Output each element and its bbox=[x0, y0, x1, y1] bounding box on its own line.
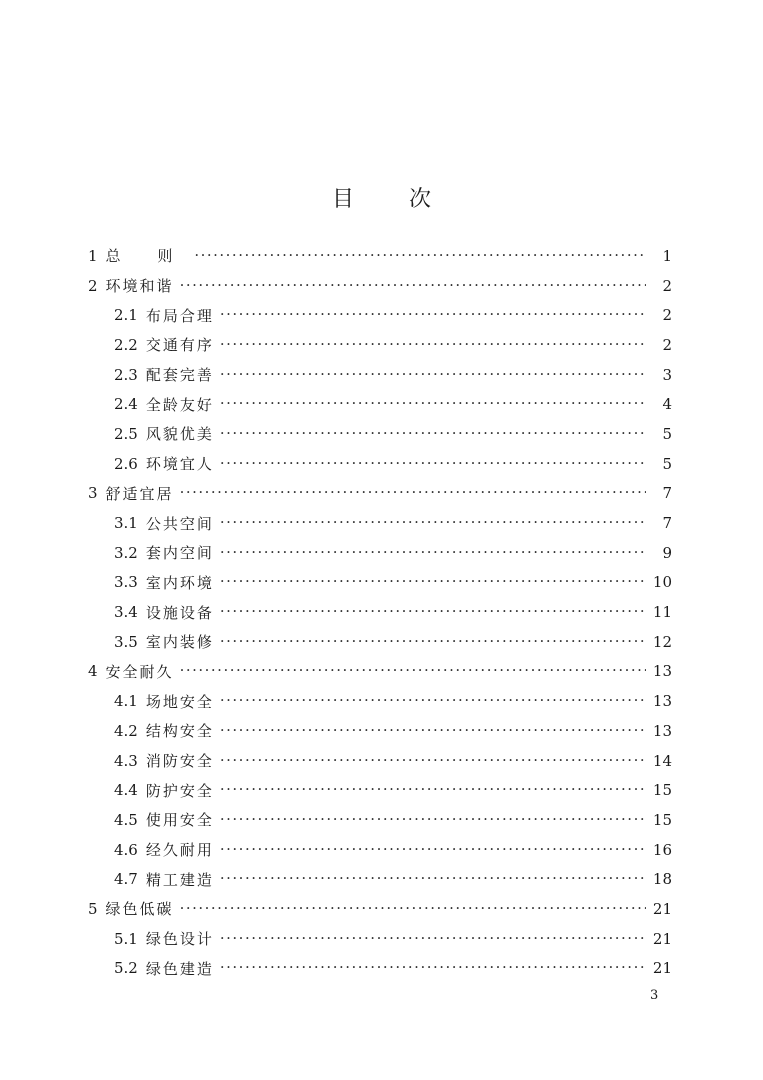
toc-entry-page: 7 bbox=[662, 484, 672, 503]
toc-entry-number: 4.5 bbox=[114, 810, 138, 829]
toc-leader-dots bbox=[220, 693, 646, 709]
toc-leader-dots bbox=[220, 515, 646, 531]
toc-leader-dots bbox=[180, 485, 646, 501]
toc-entry-number: 3.3 bbox=[114, 573, 138, 592]
toc-entry-page: 10 bbox=[652, 573, 672, 592]
toc-entry-number: 3.2 bbox=[114, 543, 138, 562]
toc-entry-title: 精工建造 bbox=[145, 870, 214, 889]
toc-entry-number: 2.6 bbox=[114, 454, 138, 473]
toc-entry-number: 5 bbox=[88, 899, 98, 918]
page-title: 目 次 bbox=[332, 187, 455, 212]
toc-leader-dots bbox=[220, 337, 646, 353]
toc-entry-page: 7 bbox=[662, 514, 672, 533]
toc-entry-number: 2.2 bbox=[114, 335, 138, 354]
toc-entry[interactable] bbox=[88, 479, 672, 509]
toc-entry-page: 21 bbox=[652, 899, 672, 918]
toc-entry-number: 4.3 bbox=[114, 751, 138, 770]
toc-leader-dots bbox=[180, 278, 646, 294]
toc-entry-title: 交通有序 bbox=[145, 336, 214, 355]
toc-entry-title: 绿色低碳 bbox=[105, 900, 174, 919]
toc-entry[interactable] bbox=[88, 271, 672, 301]
toc-entry[interactable] bbox=[88, 300, 672, 330]
toc-entry-title: 室内装修 bbox=[145, 633, 214, 652]
toc-leader-dots bbox=[220, 931, 646, 947]
toc-leader-dots bbox=[194, 248, 646, 264]
toc-entry[interactable] bbox=[88, 538, 672, 568]
toc-entry[interactable] bbox=[88, 449, 672, 479]
toc-entry-title: 绿色设计 bbox=[145, 930, 214, 949]
toc-entry-page: 5 bbox=[662, 454, 672, 473]
toc-entry-title: 消防安全 bbox=[145, 752, 214, 771]
toc-entry-title: 设施设备 bbox=[145, 603, 214, 622]
toc-entry-number: 2 bbox=[88, 276, 98, 295]
toc-leader-dots bbox=[220, 812, 646, 828]
toc-entry-number: 5.2 bbox=[114, 959, 138, 978]
toc-leader-dots bbox=[220, 871, 646, 887]
toc-entry[interactable] bbox=[88, 805, 672, 835]
toc-entry[interactable] bbox=[88, 864, 672, 894]
toc-leader-dots bbox=[220, 545, 646, 561]
toc-entry-page: 21 bbox=[652, 959, 672, 978]
toc-entry[interactable] bbox=[88, 716, 672, 746]
toc-leader-dots bbox=[220, 604, 646, 620]
toc-leader-dots bbox=[220, 723, 646, 739]
toc-leader-dots bbox=[180, 901, 646, 917]
toc-entry-page: 13 bbox=[652, 721, 672, 740]
toc-entry-page: 13 bbox=[652, 662, 672, 681]
toc-entry-title: 环境宜人 bbox=[145, 455, 214, 474]
toc-entry-number: 2.3 bbox=[114, 365, 138, 384]
toc-entry-title: 结构安全 bbox=[145, 722, 214, 741]
page-number: 3 bbox=[650, 988, 659, 1003]
toc-entry-page: 13 bbox=[652, 692, 672, 711]
toc-entry-title: 场地安全 bbox=[145, 692, 214, 711]
toc-entry[interactable] bbox=[88, 686, 672, 716]
toc-entry-title: 绿色建造 bbox=[145, 959, 214, 978]
toc-entry[interactable] bbox=[88, 746, 672, 776]
toc-entry-number: 4.6 bbox=[114, 840, 138, 859]
toc-leader-dots bbox=[220, 396, 646, 412]
toc-entry-title: 总 则 bbox=[105, 247, 189, 266]
toc-entry[interactable] bbox=[88, 389, 672, 419]
toc-leader-dots bbox=[220, 367, 646, 383]
toc-entry[interactable] bbox=[88, 627, 672, 657]
toc-entry-number: 3 bbox=[88, 484, 98, 503]
toc-entry-number: 3.4 bbox=[114, 603, 138, 622]
toc-entry-page: 11 bbox=[652, 603, 672, 622]
toc-entry-title: 安全耐久 bbox=[105, 662, 174, 681]
toc-entry-title: 环境和谐 bbox=[105, 277, 174, 296]
toc-entry-number: 4.2 bbox=[114, 721, 138, 740]
toc-entry-page: 15 bbox=[652, 810, 672, 829]
toc-leader-dots bbox=[220, 574, 646, 590]
toc-entry[interactable] bbox=[88, 924, 672, 954]
toc-entry-page: 5 bbox=[662, 424, 672, 443]
table-of-contents bbox=[88, 241, 672, 983]
toc-entry-number: 4 bbox=[88, 662, 98, 681]
toc-entry[interactable] bbox=[88, 835, 672, 865]
toc-entry[interactable] bbox=[88, 657, 672, 687]
toc-entry-page: 12 bbox=[652, 632, 672, 651]
toc-entry-title: 舒适宜居 bbox=[105, 484, 174, 503]
toc-entry-title: 经久耐用 bbox=[145, 841, 214, 860]
toc-entry-page: 2 bbox=[662, 276, 672, 295]
toc-leader-dots bbox=[220, 456, 646, 472]
toc-entry-title: 防护安全 bbox=[145, 781, 214, 800]
toc-entry-number: 3.5 bbox=[114, 632, 138, 651]
toc-entry-number: 4.4 bbox=[114, 781, 138, 800]
toc-entry-number: 4.1 bbox=[114, 692, 138, 711]
toc-entry-title: 风貌优美 bbox=[145, 425, 214, 444]
toc-entry-title: 配套完善 bbox=[145, 366, 214, 385]
toc-entry-title: 使用安全 bbox=[145, 811, 214, 830]
toc-leader-dots bbox=[220, 842, 646, 858]
toc-entry[interactable] bbox=[88, 508, 672, 538]
toc-entry-page: 21 bbox=[652, 929, 672, 948]
toc-leader-dots bbox=[220, 307, 646, 323]
toc-entry[interactable] bbox=[88, 568, 672, 598]
toc-entry-number: 4.7 bbox=[114, 870, 138, 889]
toc-entry-title: 布局合理 bbox=[145, 306, 214, 325]
toc-entry[interactable] bbox=[88, 360, 672, 390]
toc-entry[interactable] bbox=[88, 954, 672, 984]
toc-leader-dots bbox=[220, 960, 646, 976]
toc-entry[interactable] bbox=[88, 241, 672, 271]
toc-entry-page: 4 bbox=[662, 395, 672, 414]
toc-entry-page: 14 bbox=[652, 751, 672, 770]
toc-entry-page: 16 bbox=[652, 840, 672, 859]
toc-leader-dots bbox=[220, 426, 646, 442]
toc-entry-title: 套内空间 bbox=[145, 544, 214, 563]
toc-entry-number: 1 bbox=[88, 246, 98, 265]
toc-entry[interactable] bbox=[88, 597, 672, 627]
toc-entry-number: 2.4 bbox=[114, 395, 138, 414]
toc-entry-title: 室内环境 bbox=[145, 573, 214, 592]
toc-entry[interactable] bbox=[88, 419, 672, 449]
toc-entry-page: 2 bbox=[662, 306, 672, 325]
toc-entry-page: 1 bbox=[662, 246, 672, 265]
toc-entry-title: 全龄友好 bbox=[145, 395, 214, 414]
toc-leader-dots bbox=[220, 634, 646, 650]
toc-entry-page: 9 bbox=[662, 543, 672, 562]
toc-leader-dots bbox=[220, 753, 646, 769]
toc-entry-number: 2.5 bbox=[114, 424, 138, 443]
toc-entry[interactable] bbox=[88, 330, 672, 360]
toc-entry[interactable] bbox=[88, 775, 672, 805]
toc-entry-page: 18 bbox=[652, 870, 672, 889]
toc-entry-number: 3.1 bbox=[114, 514, 138, 533]
toc-entry-number: 5.1 bbox=[114, 929, 138, 948]
toc-leader-dots bbox=[220, 782, 646, 798]
toc-entry-title: 公共空间 bbox=[145, 514, 214, 533]
toc-entry-page: 2 bbox=[662, 335, 672, 354]
toc-entry-number: 2.1 bbox=[114, 306, 138, 325]
toc-entry-page: 3 bbox=[662, 365, 672, 384]
toc-leader-dots bbox=[180, 663, 646, 679]
toc-entry-page: 15 bbox=[652, 781, 672, 800]
toc-entry[interactable] bbox=[88, 894, 672, 924]
